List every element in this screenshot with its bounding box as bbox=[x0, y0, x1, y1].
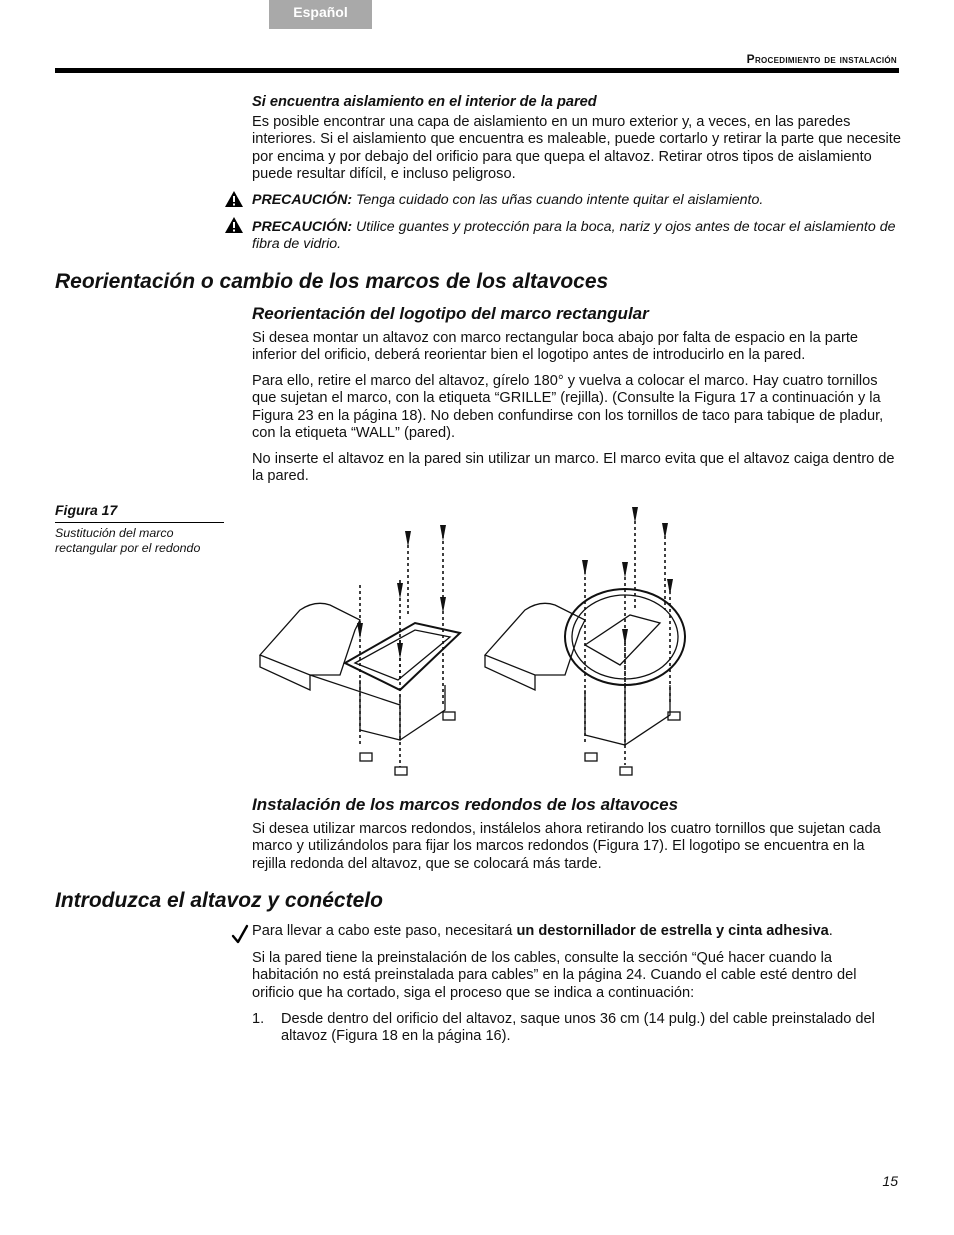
language-tab[interactable]: Español bbox=[269, 0, 372, 29]
paragraph-logo-3: No inserte el altavoz en la pared sin utilizar un marco. El marco evita que el altavoz caiga dentro de la pared. bbox=[252, 451, 895, 485]
figure-label-rule bbox=[55, 522, 224, 523]
figure-label: Figura 17 bbox=[55, 502, 118, 518]
step-text: Desde dentro del orificio del altavoz, saque unos 36 cm (14 pulg.) del cable preinstalado del altavoz (Figura 18 en la página 16). bbox=[281, 1011, 875, 1045]
section-heading-grilles: Reorientación o cambio de los marcos de los altavoces bbox=[55, 270, 609, 293]
caution-2-text: Utilice guantes y protección para la boca, nariz y ojos antes de tocar el aislamiento de fibra de vidrio. bbox=[252, 219, 896, 253]
subsection-title-round: Instalación de los marcos redondos de los altavoces bbox=[252, 795, 679, 814]
insulation-body: Es posible encontrar una capa de aislamiento en un muro exterior y, a veces, en las paredes interiores. Si el aislamiento que encuentra es maleable, puede cortarlo y retirar la parte que necesite por encima y por debajo del orificio para que quepa el altavoz. Retirar otros tipos de aislamiento puede resultar difícil, e incluso peligroso. bbox=[252, 114, 901, 183]
warning-triangle-icon bbox=[224, 190, 244, 208]
caution-1-text: Tenga cuidado con las uñas cuando intente quitar el aislamiento. bbox=[352, 192, 764, 208]
tools-bold: un destornillador de estrella y cinta adhesiva bbox=[516, 923, 829, 939]
page-number: 15 bbox=[882, 1173, 898, 1189]
caution-1-label: PRECAUCIÓN: bbox=[252, 192, 353, 208]
caution-2-label: PRECAUCIÓN: bbox=[252, 219, 353, 235]
header-rule bbox=[55, 68, 899, 73]
caution-1 bbox=[252, 192, 902, 209]
subsection-title-logo: Reorientación del logotipo del marco rectangular bbox=[252, 304, 649, 323]
paragraph-logo-1: Si desea montar un altavoz con marco rectangular boca abajo por falta de espacio en la parte inferior del orificio, deberá reorientar bien el logotipo antes de introducirlo en la pared. bbox=[252, 330, 859, 364]
step-number: 1. bbox=[252, 1011, 265, 1027]
figure-caption: Sustitución del marco rectangular por el redondo bbox=[55, 526, 201, 555]
checkmark-icon bbox=[231, 924, 249, 944]
insulation-title: Si encuentra aislamiento en el interior de la pared bbox=[252, 94, 597, 110]
grille-replacement-illustration bbox=[250, 505, 690, 785]
paragraph-round: Si desea utilizar marcos redondos, instálelos ahora retirando los cuatro tornillos que sujetan cada marco y utilizándolos para fijar los marcos redondos (Figura 17). El logotipo se encuentra en la rejilla redonda del altavoz, que se colocará más tarde. bbox=[252, 821, 881, 872]
paragraph-install-1: Si la pared tiene la preinstalación de los cables, consulte la sección “Qué hacer cuando la habitación no está preinstalada para cables” en la página 24. Cuando el cable esté dentro del orificio que ha cortado, siga el proceso que se indica a continuación: bbox=[252, 950, 857, 1001]
tools-prefix: Para llevar a cabo este paso, necesitará bbox=[252, 923, 517, 939]
tools-suffix: . bbox=[828, 923, 833, 939]
paragraph-logo-2: Para ello, retire el marco del altavoz, gírelo 180° y vuelva a colocar el marco. Hay cuatro tornillos que sujetan el marco, con la etiqueta “GRILLE” (rejilla). (Consulte la Figura 17 a continuación y la Figura 23 en la página 18). No deben confundirse con los tornillos de taco para tabique de pladur, con la etiqueta “WALL” (pared). bbox=[252, 373, 884, 442]
section-heading-install: Introduzca el altavoz y conéctelo bbox=[55, 889, 383, 912]
caution-2 bbox=[252, 219, 902, 254]
running-head: Procedimiento de instalación bbox=[746, 52, 897, 66]
warning-triangle-icon bbox=[224, 216, 244, 234]
tools-required bbox=[252, 923, 902, 940]
